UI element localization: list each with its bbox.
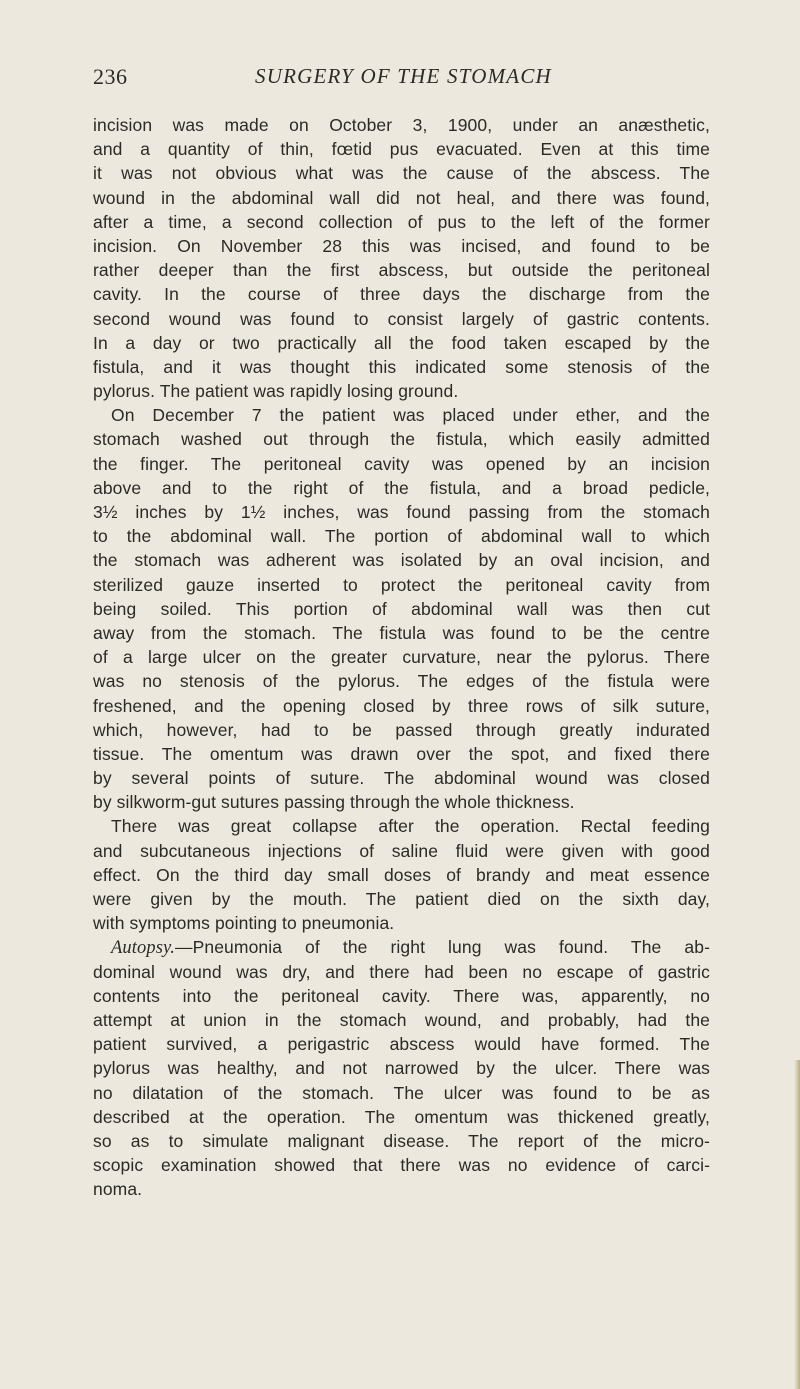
text-line: it was not obvious what was the cause of the abscess. The	[93, 163, 710, 184]
text-line: scopic examination showed that there was no evidence of carci-	[93, 1155, 710, 1176]
text-line: effect. On the third day small doses of brandy and meat essence	[93, 864, 710, 885]
text-line: rather deeper than the first abscess, but outside the peritoneal	[93, 260, 710, 281]
text-line: of a large ulcer on the greater curvature, near the pylorus. There	[93, 647, 710, 668]
text-line: dominal wound was dry, and there had been no escape of gastric	[93, 961, 710, 982]
text-line: so as to simulate malignant disease. The report of the micro-	[93, 1130, 710, 1151]
line-text: —Pneumonia of the right lung was found. The ab-	[175, 937, 710, 958]
text-line: tissue. The omentum was drawn over the spot, and fixed there	[93, 743, 710, 764]
text-line: was no stenosis of the pylorus. The edges of the fistula were	[93, 671, 710, 692]
text-line: above and to the right of the fistula, and a broad pedicle,	[93, 477, 710, 498]
page-header	[93, 60, 713, 96]
text-line: after a time, a second collection of pus to the left of the former	[93, 211, 710, 232]
text-line: being soiled. This portion of abdominal wall was then cut	[93, 598, 710, 619]
text-line: described at the operation. The omentum was thickened greatly,	[93, 1106, 710, 1127]
text-line: noma.	[93, 1179, 143, 1200]
text-line: the stomach was adherent was isolated by an oval incision, and	[93, 550, 710, 571]
page-edge-shadow	[794, 1060, 800, 1389]
text-line: patient survived, a perigastric abscess would have formed. The	[93, 1034, 710, 1055]
text-line: There was great collapse after the operation. Rectal feeding	[111, 816, 710, 837]
text-line: which, however, had to be passed through greatly indurated	[93, 719, 710, 740]
body-text	[93, 113, 710, 1201]
text-line: by several points of suture. The abdominal wound was closed	[93, 768, 710, 789]
text-line: contents into the peritoneal cavity. There was, apparently, no	[93, 985, 710, 1006]
text-line: pylorus. The patient was rapidly losing ground.	[93, 381, 459, 402]
text-line: incision was made on October 3, 1900, under an anæsthetic,	[93, 115, 710, 135]
text-line: the finger. The peritoneal cavity was opened by an incision	[93, 453, 710, 474]
text-line	[93, 935, 710, 959]
text-line: and subcutaneous injections of saline fluid were given with good	[93, 840, 710, 861]
text-line: stomach washed out through the fistula, which easily admitted	[93, 429, 710, 450]
text-line: freshened, and the opening closed by three rows of silk suture,	[93, 695, 710, 716]
text-line: On December 7 the patient was placed under ether, and the	[111, 405, 710, 426]
text-line: were given by the mouth. The patient died on the sixth day,	[93, 889, 710, 909]
text-line: by silkworm-gut sutures passing through the whole thickness.	[93, 792, 575, 813]
text-line: away from the stomach. The fistula was found to be the centre	[93, 622, 710, 643]
text-line: cavity. In the course of three days the discharge from the	[93, 284, 710, 305]
page-number: 236	[93, 64, 128, 89]
text-line: to the abdominal wall. The portion of abdominal wall to which	[93, 526, 710, 547]
italic-heading: Autopsy.	[111, 938, 176, 959]
running-head: SURGERY OF THE STOMACH	[255, 64, 552, 88]
text-line: attempt at union in the stomach wound, and probably, had the	[93, 1009, 710, 1030]
text-line: second wound was found to consist largely of gastric contents.	[93, 308, 710, 329]
text-line: sterilized gauze inserted to protect the peritoneal cavity from	[93, 574, 710, 595]
text-line: with symptoms pointing to pneumonia.	[93, 913, 395, 934]
text-line: no dilatation of the stomach. The ulcer was found to be as	[93, 1082, 710, 1103]
text-line: fistula, and it was thought this indicated some stenosis of the	[93, 356, 710, 377]
text-line: incision. On November 28 this was incised, and found to be	[93, 235, 710, 256]
text-line: and a quantity of thin, fœtid pus evacuated. Even at this time	[93, 139, 710, 160]
text-line: wound in the abdominal wall did not heal, and there was found,	[93, 187, 710, 208]
text-line: pylorus was healthy, and not narrowed by the ulcer. There was	[93, 1058, 710, 1079]
text-line: In a day or two practically all the food taken escaped by the	[93, 332, 710, 353]
text-line: 3½ inches by 1½ inches, was found passing from the stomach	[93, 502, 710, 522]
